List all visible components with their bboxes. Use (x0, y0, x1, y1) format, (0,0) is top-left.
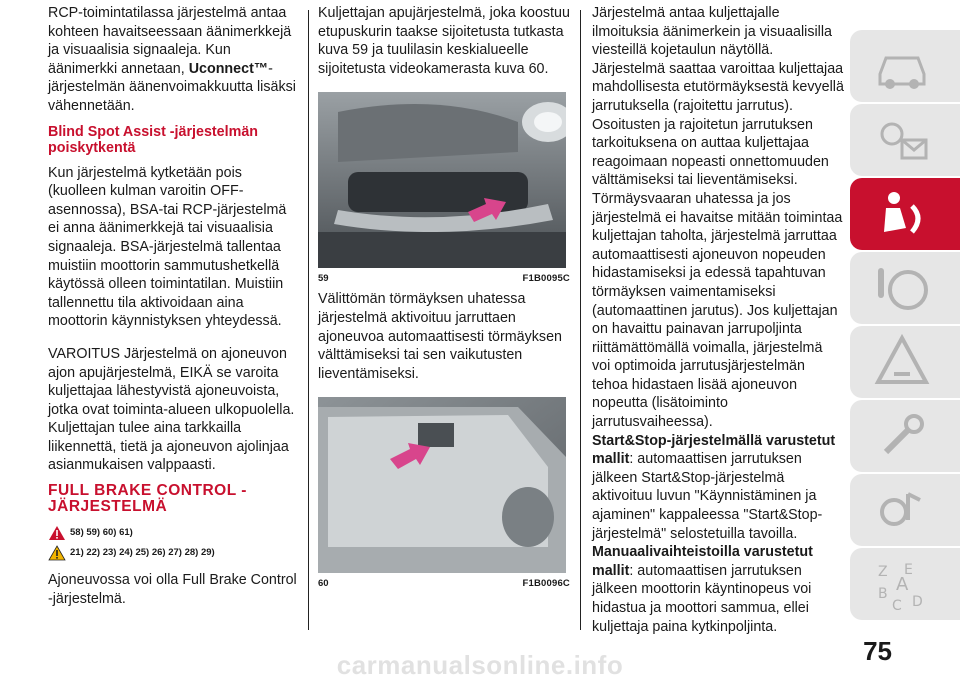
watermark: carmanualsonline.info (336, 650, 624, 680)
warning-references-2: 21) 22) 23) 24) 25) 26) 27) 28) 29) (48, 543, 298, 563)
warning-references-1: 58) 59) 60) 61) (48, 523, 298, 543)
svg-text:A: A (896, 574, 909, 595)
warning-triangle-icon (48, 525, 66, 541)
paragraph-bsa-off: Kun järjestelmä kytketään pois (kuolleen kulman varoitin OFF-asennossa), BSA-tai RCP-järjestelmä ei anna äänimerkkejä tai visuaalisia signaaleja. BSA-järjestelmä tallentaa muistiin moottorin sammutushetkellä käytössä olleen toimintatilan. Muistiin tallennettu tila aktivoidaan aina moottorin käynnistyksen yhteydessä. (48, 164, 287, 330)
svg-text:D: D (912, 594, 923, 610)
windshield-camera-illustration (318, 397, 566, 573)
svg-text:Z: Z (878, 564, 888, 580)
technical-data-icon (872, 480, 932, 540)
figure-60-windshield-camera (318, 397, 566, 573)
svg-text:E: E (904, 562, 913, 578)
column-3 (592, 4, 844, 636)
figure-number: 59 (318, 273, 329, 285)
paragraph-fbc-activation: Välittömän törmäyksen uhatessa järjestelmä aktivoituu jarruttaen ajoneuvoa automaattisesti törmäyksen välttämiseksi tai sen vaikutusten lieventämiseksi. (318, 291, 562, 382)
paragraph-warning: VAROITUS Järjestelmä on ajoneuvon ajon apujärjestelmä, EIKÄ se varoita kuljettajaa lähestyvistä ajoneuvoista, jotka ovat toiminta-alueen ulkopuolella. Kuljettajan tulee aina tarkkailla liikennettä, tietä ja ajoneuvon ajolinjaa asianmukaisen valppaasti. (48, 345, 295, 474)
figure-number: 60 (318, 578, 329, 590)
svg-text:C: C (892, 598, 902, 614)
bold-label-start-stop: Start&Stop-järjestelmällä varustetut mallit (592, 432, 836, 468)
figure-59-front-bumper (318, 92, 566, 268)
page-number: 75 (863, 636, 892, 666)
tab-index[interactable] (850, 548, 960, 620)
bold-label-manual: Manuaalivaihteistoilla varustetut mallit (592, 544, 813, 579)
tab-safety[interactable] (850, 178, 960, 250)
uconnect-label: Uconnect™ (188, 60, 269, 77)
figure-59-caption (318, 270, 570, 285)
figure-code: F1B0095C (522, 273, 570, 285)
paragraph-fbc-intro: Ajoneuvossa voi olla Full Brake Control -järjestelmä. (48, 572, 297, 607)
column-divider (308, 10, 309, 630)
car-front-radar-illustration (318, 92, 566, 268)
section-heading-fbc: FULL BRAKE CONTROL -JÄRJESTELMÄ (48, 482, 247, 516)
column-1 (48, 4, 298, 608)
caution-triangle-icon (48, 545, 66, 561)
section-heading-bsa-off: Blind Spot Assist -järjestelmän poiskytkentä (48, 123, 258, 156)
paragraph-manual-gearbox: Manuaalivaihteistoilla varustetut mallit: automaattisen jarrutuksen jälkeen moottorin käyntinopeus voi hidastua ja moottori sammua, ellei kuljettaja paina kytkinpoljinta. (592, 544, 813, 635)
tab-technical-data[interactable] (850, 474, 960, 546)
index-icon (872, 554, 932, 614)
tab-emergency[interactable] (850, 326, 960, 398)
figure-60-caption (318, 575, 570, 590)
column-divider (580, 10, 581, 630)
column-2 (318, 4, 570, 590)
tab-starting-driving[interactable] (850, 252, 960, 324)
paragraph-fbc-description: Kuljettajan apujärjestelmä, joka koostuu etupuskurin taakse sijoitetusta tutkasta kuva 59 ja tuulilasin keskialueelle sijoitetusta videokamerasta kuva 60. (318, 5, 570, 77)
figure-code: F1B0096C (522, 578, 570, 590)
maintenance-icon (872, 406, 932, 466)
safety-airbag-icon (872, 184, 932, 244)
tab-car-info[interactable] (850, 30, 960, 102)
warning-lights-icon (872, 110, 932, 170)
paragraph-fbc-operation: Järjestelmä antaa kuljettajalle ilmoituksia äänimerkein ja visuaalisilla viesteillä kojetaulun näytöllä. Järjestelmä saattaa varoittaa kuljettajaa mahdollisesta etutörmäyksestä kevyellä jarrutuksella (rajoitettu jarrutus). Osoitusten ja rajoitetun jarrutuksen tarkoituksena on auttaa kuljettajaa reagoimaan nopeasti onnettomuuden välttämiseksi tai lieventämiseksi. Törmäysvaaran uhatessa ja jos järjestelmä ei havaitse mitään toimintaa kuljettajan taholta, järjestelmä jarruttaa automaattisesti ajoneuvon nopeuden hidastamiseksi ja edessä tapahtuvan törmäyksen vaimentamiseksi (automaattinen jarutus). Jos kuljettajan on havaittu painavan jarrupoljinta riittämättömällä voimalla, järjestelmä voi optimoida jarrutusjärjestelmän tehoa hidastaen lisää ajoneuvon nopeutta (lisätoiminto jarrutusvaiheessa). (592, 5, 844, 431)
svg-text:B: B (878, 586, 888, 602)
tab-maintenance[interactable] (850, 400, 960, 472)
paragraph-start-stop: Start&Stop-järjestelmällä varustetut mallit: automaattisen jarrutuksen jälkeen Start&Stop-järjestelmä aktivoituu luvun "Käynnistäminen ja ajaminen" kappaleessa "Start&Stop-järjestelmä" selostetuilla tavoilla. (592, 432, 836, 542)
tab-warning-lights[interactable] (850, 104, 960, 176)
starting-driving-icon (872, 258, 932, 318)
car-info-icon (872, 36, 932, 96)
paragraph-rcp: RCP-toimintatilassa järjestelmä antaa kohteen havaitseessaan äänimerkkejä ja visuaalisia signaaleja. Kun äänimerkki annetaan, Uconnect™-järjestelmän äänenvoimakkuutta lisäksi vähennetään. (48, 5, 296, 114)
emergency-icon (872, 332, 932, 392)
